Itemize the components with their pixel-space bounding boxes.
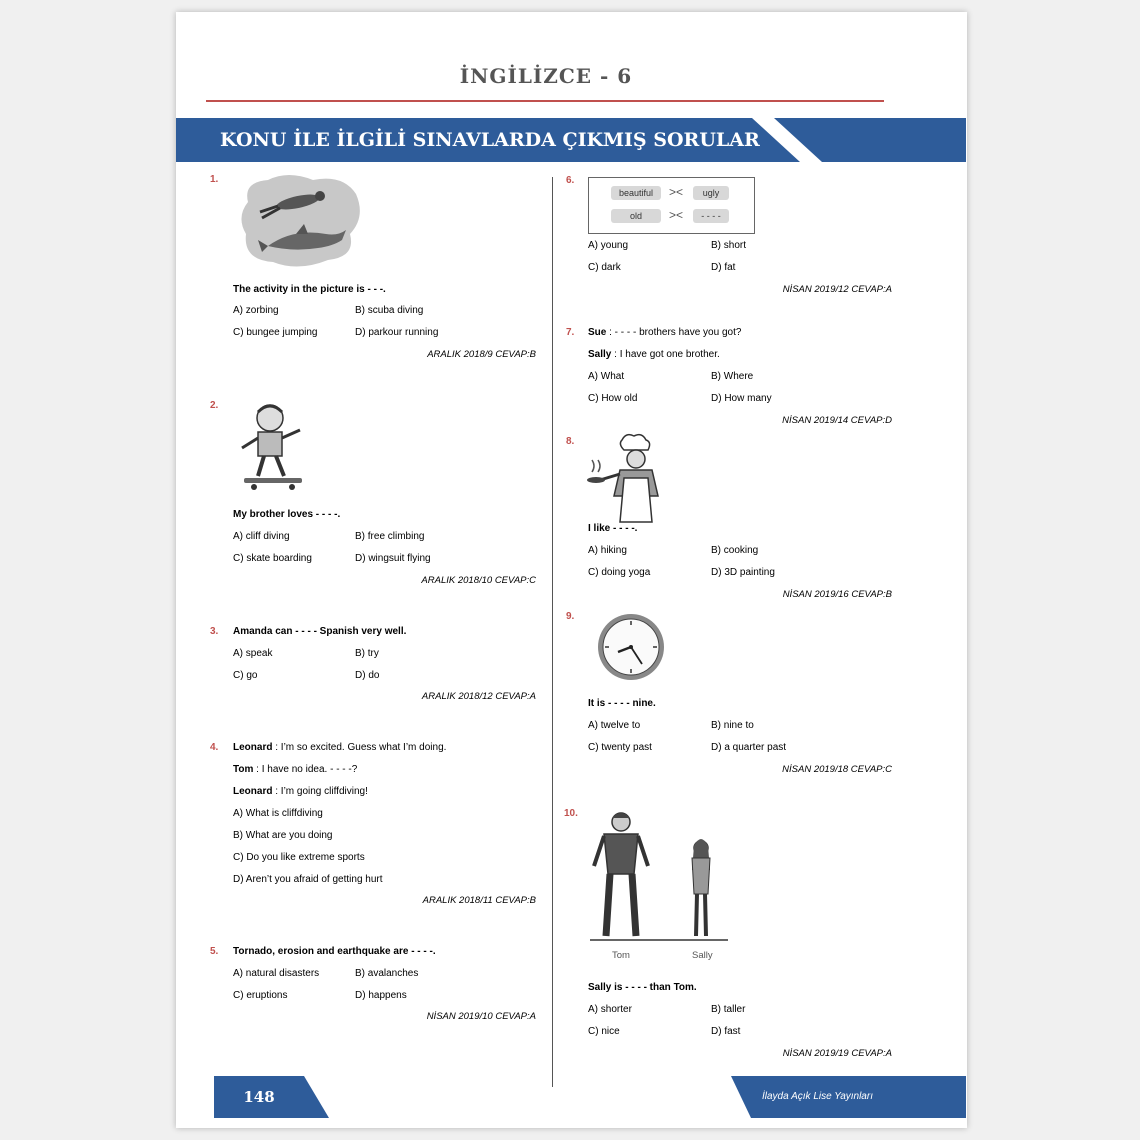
title-rule xyxy=(206,100,884,102)
exam-source: ARALIK 2018/11 CEVAP:B xyxy=(422,895,536,906)
question-stem: Tornado, erosion and earthquake are - - - -. xyxy=(233,946,436,957)
dialogue-line: Sue : - - - - brothers have you got? xyxy=(588,327,742,338)
option-a: A) speak xyxy=(233,648,273,659)
dialogue-line: Leonard : I’m going cliffdiving! xyxy=(233,786,368,797)
question-number: 2. xyxy=(210,400,219,411)
option-d: D) a quarter past xyxy=(711,742,787,753)
option-d: D) fat xyxy=(711,262,736,273)
option-a: A) young xyxy=(588,240,629,251)
question-number: 9. xyxy=(566,611,575,622)
document-page xyxy=(176,12,967,1128)
exam-source: NİSAN 2019/14 CEVAP:D xyxy=(782,415,892,426)
exam-source: NİSAN 2019/16 CEVAP:B xyxy=(782,589,892,600)
option-c: C) How old xyxy=(588,393,638,404)
question-number: 1. xyxy=(210,174,219,185)
exam-source: ARALIK 2018/10 CEVAP:C xyxy=(421,575,536,586)
option-b: B) taller xyxy=(711,1004,746,1015)
scuba-diving-picture xyxy=(238,172,364,272)
opposite-icon: >< xyxy=(669,208,684,222)
question-stem: Amanda can - - - - Spanish very well. xyxy=(233,626,407,637)
option-c: C) nice xyxy=(588,1026,620,1037)
option-a: A) What xyxy=(588,371,625,382)
option-c: C) twenty past xyxy=(588,742,652,753)
option-c: C) doing yoga xyxy=(588,567,651,578)
option-c: C) skate boarding xyxy=(233,553,312,564)
page-title: İNGİLİZCE - 6 xyxy=(459,64,633,88)
option-b: B) short xyxy=(711,240,747,251)
dialogue-line: Leonard : I’m so excited. Guess what I’m doing. xyxy=(233,742,447,753)
option-b: B) try xyxy=(355,648,379,659)
figure-label-sally: Sally xyxy=(692,950,713,961)
option-d: D) fast xyxy=(711,1026,741,1037)
clock-picture xyxy=(596,612,666,682)
publisher-name: İlayda Açık Lise Yayınları xyxy=(762,1091,873,1102)
chef-cooking-picture xyxy=(586,432,672,524)
option-d: D) Aren’t you afraid of getting hurt xyxy=(233,874,383,885)
question-number: 7. xyxy=(566,327,575,338)
figure-label-tom: Tom xyxy=(612,950,630,961)
option-d: D) How many xyxy=(711,393,772,404)
question-number: 8. xyxy=(566,436,575,447)
option-d: D) happens xyxy=(355,990,407,1001)
option-c: C) Do you like extreme sports xyxy=(233,852,365,863)
option-d: D) 3D painting xyxy=(711,567,775,578)
word-chip: beautiful xyxy=(611,186,661,200)
column-divider xyxy=(552,177,553,1087)
exam-source: NİSAN 2019/10 CEVAP:A xyxy=(426,1011,536,1022)
option-a: A) hiking xyxy=(588,545,627,556)
option-b: B) cooking xyxy=(711,545,759,556)
exam-source: ARALIK 2018/12 CEVAP:A xyxy=(421,691,536,702)
option-d: D) parkour running xyxy=(355,327,439,338)
tom-and-sally-picture xyxy=(588,810,728,945)
option-d: D) do xyxy=(355,670,380,681)
page-number: 148 xyxy=(243,1088,275,1106)
option-b: B) What are you doing xyxy=(233,830,333,841)
question-stem: Sally is - - - - than Tom. xyxy=(588,982,697,993)
word-chip: old xyxy=(611,209,661,223)
option-c: C) bungee jumping xyxy=(233,327,318,338)
option-c: C) eruptions xyxy=(233,990,288,1001)
exam-source: NİSAN 2019/19 CEVAP:A xyxy=(782,1048,892,1059)
exam-source: NİSAN 2019/18 CEVAP:C xyxy=(782,764,892,775)
option-a: A) natural disasters xyxy=(233,968,320,979)
dialogue-line: Tom : I have no idea. - - - -? xyxy=(233,764,358,775)
option-c: C) go xyxy=(233,670,258,681)
option-a: A) What is cliffdiving xyxy=(233,808,323,819)
word-chip: - - - - xyxy=(693,209,729,223)
antonym-box xyxy=(588,177,755,234)
option-a: A) twelve to xyxy=(588,720,641,731)
section-title: KONU İLE İLGİLİ SINAVLARDA ÇIKMIŞ SORULAR xyxy=(220,129,760,151)
option-a: A) zorbing xyxy=(233,305,279,316)
exam-source: NİSAN 2019/12 CEVAP:A xyxy=(782,284,892,295)
dialogue-line: Sally : I have got one brother. xyxy=(588,349,720,360)
question-number: 5. xyxy=(210,946,219,957)
option-a: A) cliff diving xyxy=(233,531,290,542)
option-b: B) avalanches xyxy=(355,968,419,979)
option-d: D) wingsuit flying xyxy=(355,553,431,564)
option-b: B) free climbing xyxy=(355,531,425,542)
exam-source: ARALIK 2018/9 CEVAP:B xyxy=(427,349,536,360)
question-stem: It is - - - - nine. xyxy=(588,698,656,709)
option-b: B) scuba diving xyxy=(355,305,424,316)
question-number: 10. xyxy=(564,808,578,819)
word-chip: ugly xyxy=(693,186,729,200)
question-number: 6. xyxy=(566,175,575,186)
question-number: 3. xyxy=(210,626,219,637)
option-a: A) shorter xyxy=(588,1004,632,1015)
question-stem: The activity in the picture is - - -. xyxy=(233,284,386,295)
skateboarder-picture xyxy=(234,400,314,492)
option-b: B) Where xyxy=(711,371,754,382)
option-b: B) nine to xyxy=(711,720,754,731)
question-stem: My brother loves - - - -. xyxy=(233,509,341,520)
opposite-icon: >< xyxy=(669,185,684,199)
question-stem: I like - - - -. xyxy=(588,523,638,534)
option-c: C) dark xyxy=(588,262,621,273)
question-number: 4. xyxy=(210,742,219,753)
